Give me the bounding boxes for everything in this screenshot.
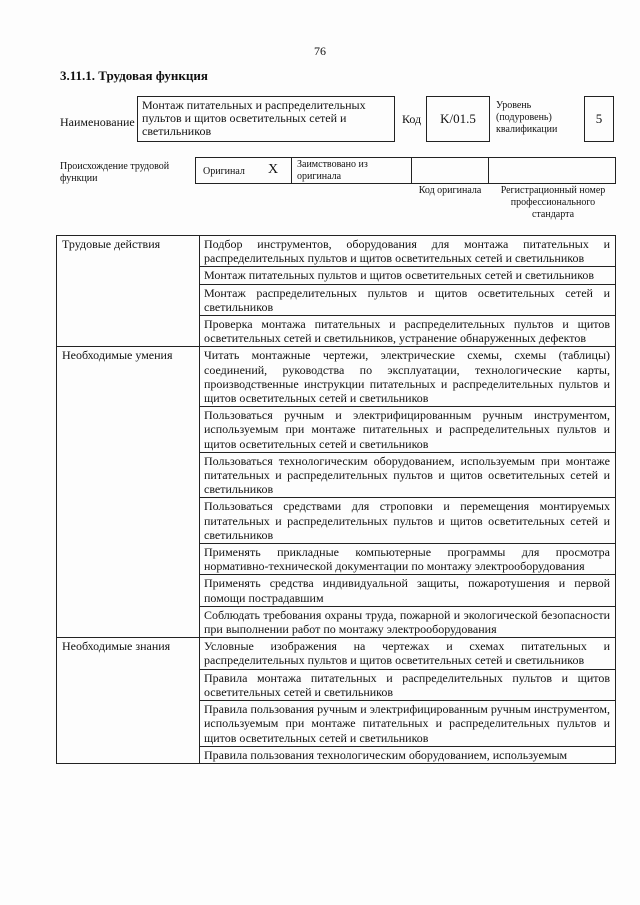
description-cell: Монтаж питательных пультов и щитов осветительных сетей и светильников <box>200 267 616 284</box>
description-cell: Применять средства индивидуальной защиты, пожаротушения и первой помощи пострадавшим <box>200 575 616 606</box>
code-value: K/01.5 <box>440 111 476 126</box>
description-cell: Проверка монтажа питательных и распределительных пультов и щитов осветительных сетей и светильников, устранение обнаруженных дефектов <box>200 316 616 347</box>
borrowed-box <box>291 157 412 184</box>
category-cell: Необходимые знания <box>57 638 200 764</box>
section-title: 3.11.1. Трудовая функция <box>60 68 208 83</box>
table-row <box>57 347 616 407</box>
category-cell: Трудовые действия <box>57 236 200 347</box>
category-cell: Необходимые умения <box>57 347 200 638</box>
level-value: 5 <box>595 111 603 126</box>
table-row <box>57 638 616 669</box>
page-number: 76 <box>314 44 326 58</box>
level-label: Уровень (подуровень) квалификации <box>496 100 558 135</box>
original-label: Оригинал <box>203 166 245 177</box>
description-cell: Правила пользования технологическим оборудованием, используемым <box>200 746 616 763</box>
original-mark: X <box>268 162 279 177</box>
name-label: Наименование <box>60 115 135 129</box>
labor-function-table <box>56 235 616 764</box>
description-cell: Пользоваться технологическим оборудованием, используемым при монтаже питательных и распределительных пультов и щитов осветительных сетей и светильников <box>200 452 616 498</box>
code-original-caption: Код оригинала <box>418 185 482 196</box>
borrowed-label: Заимствовано из оригинала <box>297 159 368 182</box>
code-label: Код <box>402 112 422 126</box>
level-value-box <box>584 96 614 142</box>
description-cell: Применять прикладные компьютерные программы для просмотра нормативно-технической документации по монтажу электрооборудования <box>200 544 616 575</box>
description-cell: Читать монтажные чертежи, электрические схемы, схемы (таблицы) соединений, руководства по эксплуатации, технологические карты, производственные инструкции питательных и распределительных пультов и щитов осветительных сетей и светильников <box>200 347 616 407</box>
function-name: Монтаж питательных и распределительных пультов и щитов осветительных сетей и светильников <box>142 98 366 138</box>
code-value-box <box>426 96 490 142</box>
original-box <box>195 157 292 184</box>
description-cell: Монтаж распределительных пультов и щитов осветительных сетей и светильников <box>200 284 616 315</box>
reg-number-box <box>488 157 616 184</box>
reg-number-caption: Регистрационный номер профессионального стандарта <box>500 185 606 220</box>
description-cell: Подбор инструментов, оборудования для монтажа питательных и распределительных пультов и щитов осветительных сетей и светильников <box>200 236 616 267</box>
description-cell: Правила пользования ручным и электрифицированным ручным инструментом, используемым при монтаже питательных и распределительных пультов и щитов осветительных сетей и светильников <box>200 701 616 747</box>
description-cell: Условные изображения на чертежах и схемах питательных и распределительных пультов и щитов осветительных сетей и светильников <box>200 638 616 669</box>
description-cell: Пользоваться средствами для строповки и перемещения монтируемых питательных и распределительных пультов и щитов осветительных сетей и светильников <box>200 498 616 544</box>
code-original-box <box>411 157 489 184</box>
origin-label: Происхождение трудовой функции <box>60 161 170 184</box>
description-cell: Правила монтажа питательных и распределительных пультов и щитов осветительных сетей и светильников <box>200 669 616 700</box>
description-cell: Пользоваться ручным и электрифицированным ручным инструментом, используемым при монтаже питательных и распределительных пультов и щитов осветительных сетей и светильников <box>200 407 616 453</box>
table-row <box>57 236 616 267</box>
description-cell: Соблюдать требования охраны труда, пожарной и экологической безопасности при выполнении работ по монтажу электрооборудования <box>200 606 616 637</box>
name-value-box <box>137 96 395 142</box>
